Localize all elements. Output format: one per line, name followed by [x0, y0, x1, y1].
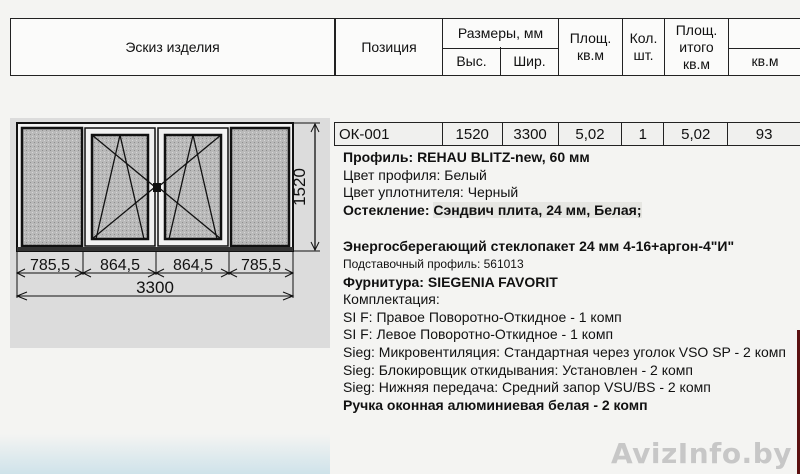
overall-height-label: 1520	[290, 168, 309, 206]
spec-glazing	[343, 202, 800, 220]
spec-glazing-value: Сэндвич плита, 24 мм, Белая;	[433, 201, 642, 218]
header-position	[336, 19, 442, 75]
spec-kit-item: SI F: Правое Поворотно-Откидное - 1 комп	[343, 308, 622, 325]
spec-hardware: Фурнитура: SIEGENIA FAVORIT	[343, 273, 558, 290]
spec-seal-color: Цвет уплотнителя: Черный	[343, 184, 519, 201]
header-dimensions-label: Размеры, мм	[443, 19, 558, 49]
cell-width: 3300	[502, 123, 558, 145]
spacer	[343, 219, 800, 238]
header-width: Шир.	[500, 47, 558, 75]
header-qty	[622, 19, 664, 75]
cell-position: ОК-001	[339, 125, 390, 143]
header-price	[728, 19, 800, 75]
spec-kit-item: Sieg: Нижняя передача: Средний запор VSU/BS - 2 комп	[343, 379, 711, 396]
header-area-l2: кв.м	[576, 47, 605, 63]
section-3-width: 864,5	[172, 257, 214, 274]
section-2-width: 864,5	[99, 257, 141, 274]
overall-width-label: 3300	[136, 278, 174, 297]
window-drawing	[10, 118, 330, 348]
header-dimensions-sub	[443, 47, 558, 75]
cell-total-area: 5,02	[663, 123, 727, 145]
header-price-unit: кв.м	[751, 52, 779, 69]
header-total-l1: Площ.	[675, 21, 718, 38]
header-qty-l1: Кол.	[629, 30, 658, 46]
paper-shadow	[0, 434, 330, 474]
spec-profile: Профиль: REHAU BLITZ-new, 60 мм	[343, 149, 590, 165]
specification	[343, 149, 800, 414]
cell-area: 5,02	[558, 123, 622, 145]
header-price-sub	[729, 47, 800, 75]
header-sketch-label: Эскиз изделия	[125, 39, 220, 55]
header-total-area	[664, 19, 728, 75]
cell-qty: 1	[621, 123, 663, 145]
header-height: Выс.	[456, 52, 487, 69]
header-total-l3: кв.м	[682, 55, 711, 72]
header-sketch-cell	[10, 18, 335, 76]
table-row	[334, 122, 800, 146]
header-total-l2: итого	[679, 38, 714, 55]
spec-kit-title: Комплектация:	[343, 291, 440, 308]
window-sketch	[10, 118, 330, 348]
header-position-label: Позиция	[361, 38, 417, 55]
spec-kit-item: Sieg: Блокировщик откидывания: Установлен - 2 комп	[343, 361, 694, 378]
header-table	[335, 18, 800, 76]
cell-height: 1520	[442, 123, 502, 145]
spec-sub-profile: Подставочный профиль: 561013	[343, 256, 524, 271]
watermark: AvizInfo.by	[610, 437, 792, 470]
spec-glazing-label: Остекление:	[343, 201, 434, 218]
cell-price: 93	[727, 123, 800, 145]
spec-kit-item: Sieg: Микровентиляция: Стандартная через уголок VSO SP - 2 комп	[343, 343, 787, 360]
header-qty-l2: шт.	[633, 47, 654, 63]
spec-kit-item: SI F: Левое Поворотно-Откидное - 1 комп	[343, 326, 614, 343]
header-area	[558, 19, 622, 75]
spec-profile-color: Цвет профиля: Белый	[343, 166, 487, 183]
section-4-width: 785,5	[240, 257, 282, 274]
header-price-top	[729, 19, 800, 49]
header-dimensions	[442, 19, 558, 75]
spec-handle: Ручка оконная алюминиевая белая - 2 комп	[343, 396, 648, 413]
header-area-l1: Площ.	[569, 30, 612, 46]
spec-glass-unit: Энергосберегающий стеклопакет 24 мм 4-16+аргон-4"И"	[343, 238, 735, 255]
section-1-width: 785,5	[29, 257, 71, 274]
